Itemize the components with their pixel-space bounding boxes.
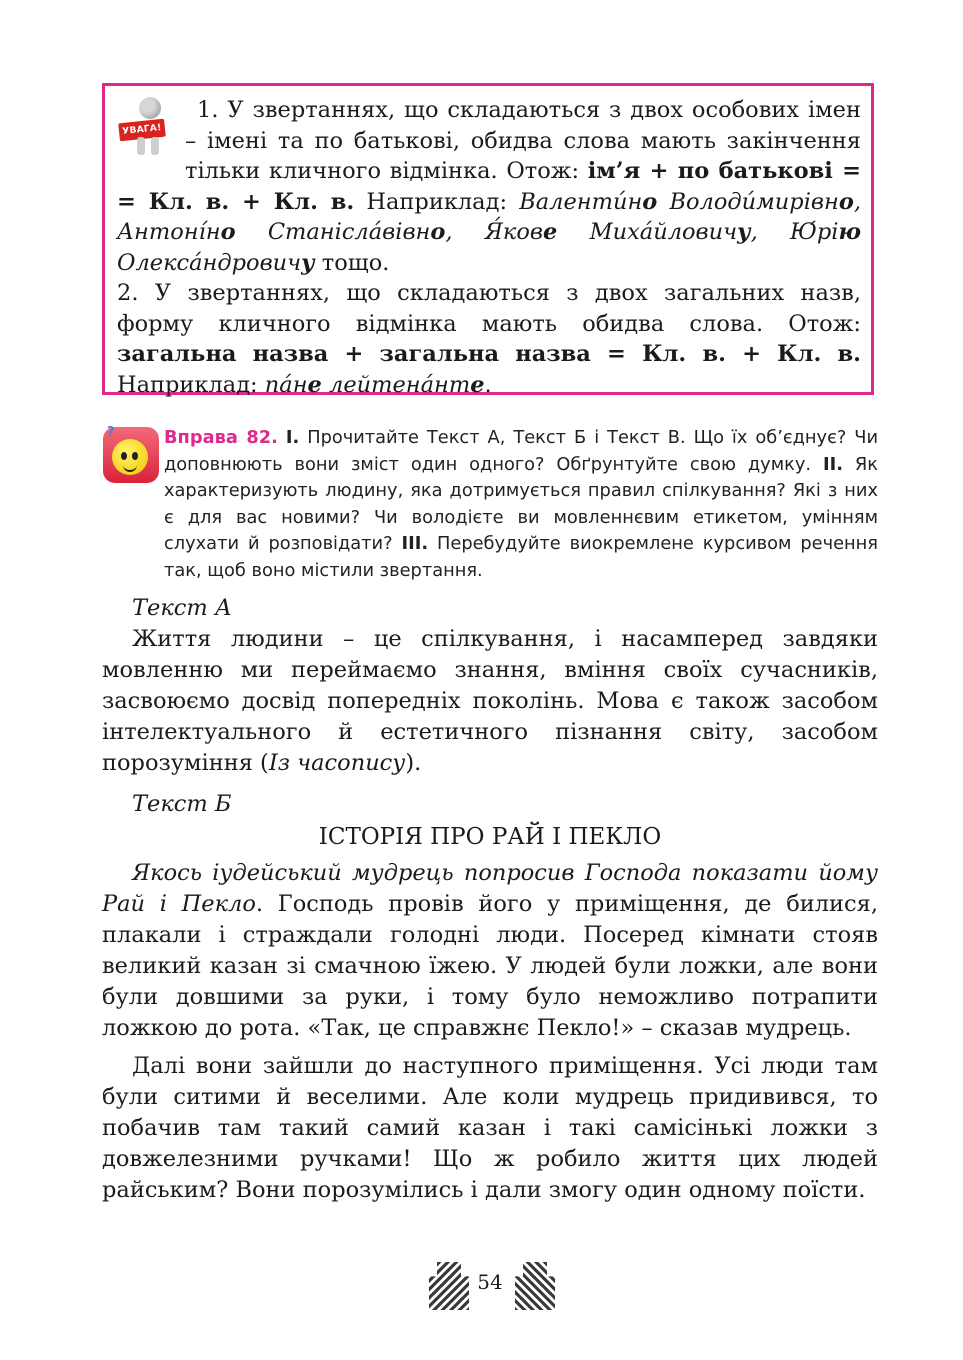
rule-formula-2: загальна назва + загальна назва = Кл. в. + Кл. в.: [117, 341, 861, 367]
attention-icon: [117, 95, 173, 157]
rule-item-2: 2. У звертаннях, що складаються з двох загальних назв, форму кличного відмінка мають обидва слова. Отож: загальна назва + загальна назва = Кл. в. + Кл. в. Наприклад: па́не лейтена́нте.: [117, 280, 861, 398]
rule-examples-1: Валенти́но Володи́мирівно, Антоні́но Станісла́вівно, Я́кове Миха́йловичу, Ю́рію Олекса́ндровичу: [117, 188, 861, 276]
text-b-paragraph-1: Якось іудейський мудрець попросив Господа показати йому Рай і Пекло. Господь провів його у приміщення, де билися, плакали і страждали голодні люди. Посеред кімнати стояв великий казан зі смачною їжею. У людей були ложки, але вони були довшими за руки, і тому було неможливо потрапити ложкою до рота. «Так, це справжнє Пекло!» – сказав мудрець.: [102, 860, 878, 1041]
text-b-label: Текст Б: [132, 791, 232, 817]
rule-item-1: 1. У звертаннях, що складаються з двох особових імен – імені та по батькові, обидва слова мають закінчення тільки кличного відмінка. Отож: ім’я + по батькові = = Кл. в. + Кл. в. Наприклад: Валенти́но Володи́мирівно, Антоні́но Станісла́вівно, Я́кове Миха́йловичу, Ю́рію Олекса́ндровичу тощо.: [117, 97, 861, 276]
thinking-face-icon: ?: [103, 427, 159, 483]
exercise-text: Вправа 82. I. Прочитайте Текст А, Текст Б і Текст В. Що їх об’єднує? Чи доповнюють вони зміст один одного? Обґрунтуйте свою думку. II. Як характеризують людину, яка дотримується правил спілкування? Які з них є для вас новими? Чи володієте ви мовленнєвим етикетом, умінням слухати й розповідати? III. Перебудуйте виокремлене курсивом речення так, щоб воно містили звертання.: [164, 427, 879, 581]
ornament-right-icon: [515, 1262, 555, 1310]
ornament-left-icon: [429, 1262, 469, 1310]
attention-icon-label: УВАГА!: [118, 119, 166, 142]
attention-rule-box: [102, 83, 874, 398]
exercise-title: Вправа 82.: [164, 427, 278, 448]
text-b-paragraph-2: Далі вони зайшли до наступного приміщення. Усі люди там були ситими й веселими. Але коли мудрець придивився, то побачив там такий самий казан і такі самісінькі ложки з довжелезними ручками! Що ж робило життя цих людей райським? Вони порозумілись і дали змогу один одному поїсти.: [102, 1053, 878, 1203]
text-b-title: ІСТОРІЯ ПРО РАЙ І ПЕКЛО: [318, 824, 662, 850]
exercise-82: [103, 425, 878, 584]
text-b-section: [102, 789, 878, 1206]
text-a-body: Життя людини – це спілкування, і насамперед завдяки мовленню ми переймаємо знання, вміння своїх сучасників, засвоюємо досвід попередніх поколінь. Мова є також засобом інтелектуального й естетичного пізнання світу, засобом порозуміння (Із часопису).: [102, 626, 878, 776]
rule-examples-2: па́не лейтена́нте: [264, 371, 485, 398]
rule-formula-1: ім’я + по батькові = = Кл. в. + Кл. в.: [117, 158, 861, 215]
text-a-label: Текст А: [132, 595, 232, 621]
page-footer: [425, 1262, 555, 1312]
text-a-section: [102, 593, 878, 779]
page-number: 54: [477, 1270, 503, 1294]
